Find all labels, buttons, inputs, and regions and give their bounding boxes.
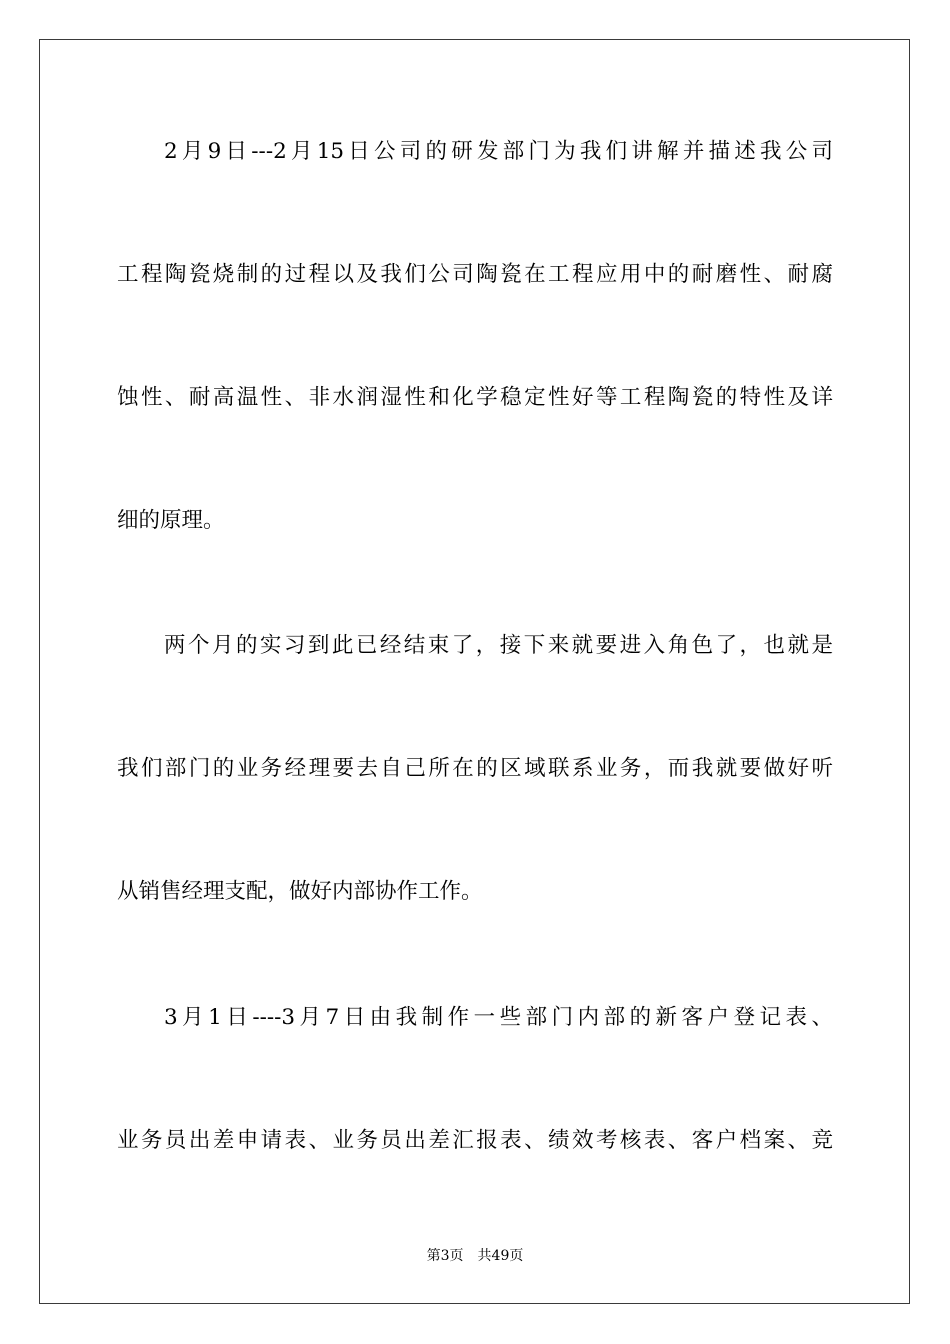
- paragraph-3-line-2: 业务员出差申请表、业务员出差汇报表、绩效考核表、客户档案、竞: [117, 1128, 833, 1153]
- paragraph-1-line-3: 蚀性、耐高温性、非水润湿性和化学稳定性好等工程陶瓷的特性及详: [117, 385, 833, 410]
- paragraph-1-line-4: 细的原理。: [117, 508, 225, 533]
- paragraph-2-line-2: 我们部门的业务经理要去自己所在的区域联系业务，而我就要做好听: [117, 756, 833, 781]
- page-border: [39, 39, 910, 1304]
- paragraph-3-line-1: 3月1日----3月7日由我制作一些部门内部的新客户登记表、: [164, 1005, 833, 1030]
- page-number: 第3页: [426, 1248, 464, 1264]
- page-footer: [0, 1246, 950, 1266]
- page-total: 共49页: [477, 1248, 524, 1264]
- paragraph-2-line-3: 从销售经理支配，做好内部协作工作。: [117, 879, 483, 904]
- paragraph-1-line-1: 2月9日---2月15日公司的研发部门为我们讲解并描述我公司: [164, 139, 833, 164]
- paragraph-1-line-2: 工程陶瓷烧制的过程以及我们公司陶瓷在工程应用中的耐磨性、耐腐: [117, 262, 833, 287]
- paragraph-2-line-1: 两个月的实习到此已经结束了，接下来就要进入角色了，也就是: [164, 633, 833, 658]
